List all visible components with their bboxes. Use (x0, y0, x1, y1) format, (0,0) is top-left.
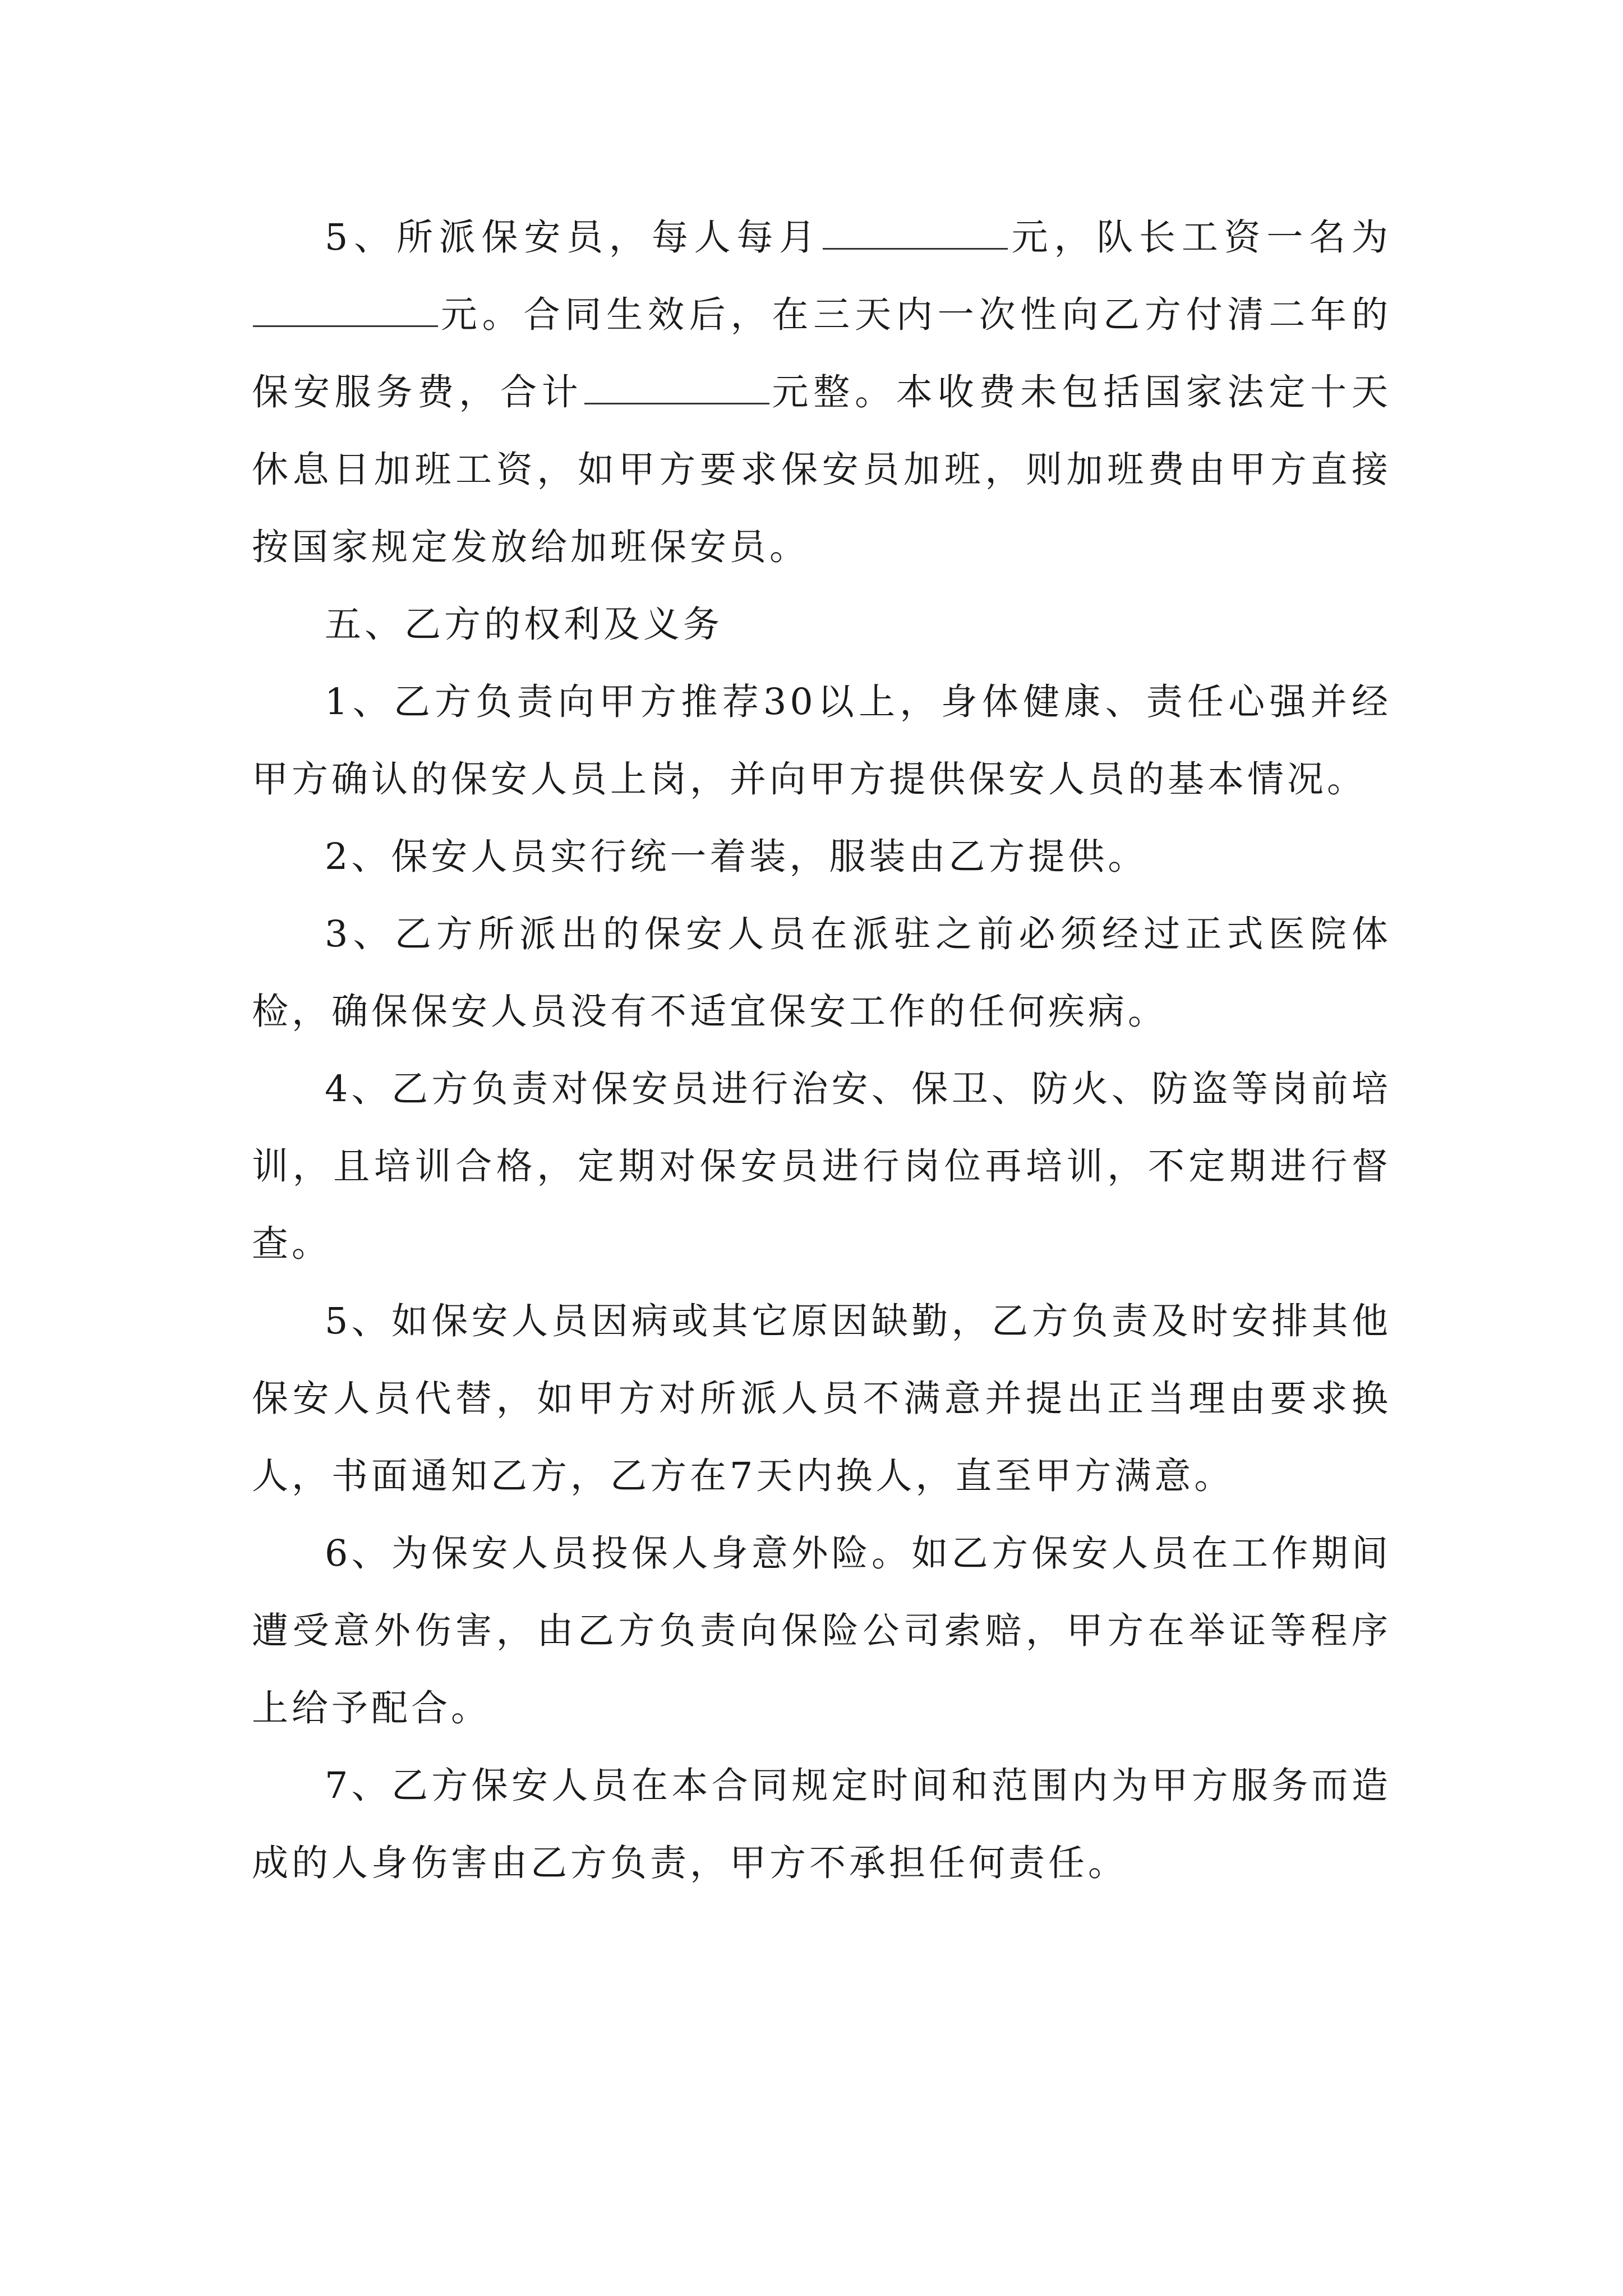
fee-text-2: 元，队长工资一名为 (1008, 217, 1391, 259)
clause-item-2: 2、保安人员实行统一着装，服装由乙方提供。 (325, 836, 1148, 878)
document-body (252, 199, 1391, 1902)
paragraph-fee-terms (252, 199, 1391, 586)
blank-captain-salary (253, 292, 438, 327)
section-heading: 五、乙方的权利及义务 (325, 604, 723, 646)
blank-total-fee (584, 369, 769, 404)
fee-text-1: 5、所派保安员，每人每月 (325, 217, 822, 259)
clause-item-7: 7、乙方保安人员在本合同规定时间和范围内为甲方服务而造成的人身伤害由乙方负责，甲方不承担任何责任。 (252, 1765, 1391, 1884)
clause-item-4: 4、乙方负责对保安员进行治安、保卫、防火、防盗等岗前培训，且培训合格，定期对保安员进行岗位再培训，不定期进行督查。 (252, 1068, 1391, 1265)
clause-item-3: 3、乙方所派出的保安人员在派驻之前必须经过正式医院体检，确保保安人员没有不适宜保安工作的任何疾病。 (252, 913, 1391, 1033)
blank-monthly-fee (823, 214, 1008, 250)
clause-item-6: 6、为保安人员投保人身意外险。如乙方保安人员在工作期间遭受意外伤害，由乙方负责向保险公司索赔，甲方在举证等程序上给予配合。 (252, 1533, 1391, 1729)
clause-item-5: 5、如保安人员因病或其它原因缺勤，乙方负责及时安排其他保安人员代替，如甲方对所派人员不满意并提出正当理由要求换人，书面通知乙方，乙方在7天内换人，直至甲方满意。 (252, 1300, 1391, 1497)
clause-item-1: 1、乙方负责向甲方推荐30以上，身体健康、责任心强并经甲方确认的保安人员上岗，并向甲方提供保安人员的基本情况。 (252, 681, 1391, 800)
fee-text-4: 元整。本收费未包括国家法定十天休息日加班工资，如甲方要求保安员加班，则加班费由甲方直接按国家规定发放给加班保安员。 (252, 371, 1391, 568)
fee-text-3: 元。合同生效后，在三天内一次性向乙方付清二年的保安服务费，合计 (252, 294, 1391, 413)
